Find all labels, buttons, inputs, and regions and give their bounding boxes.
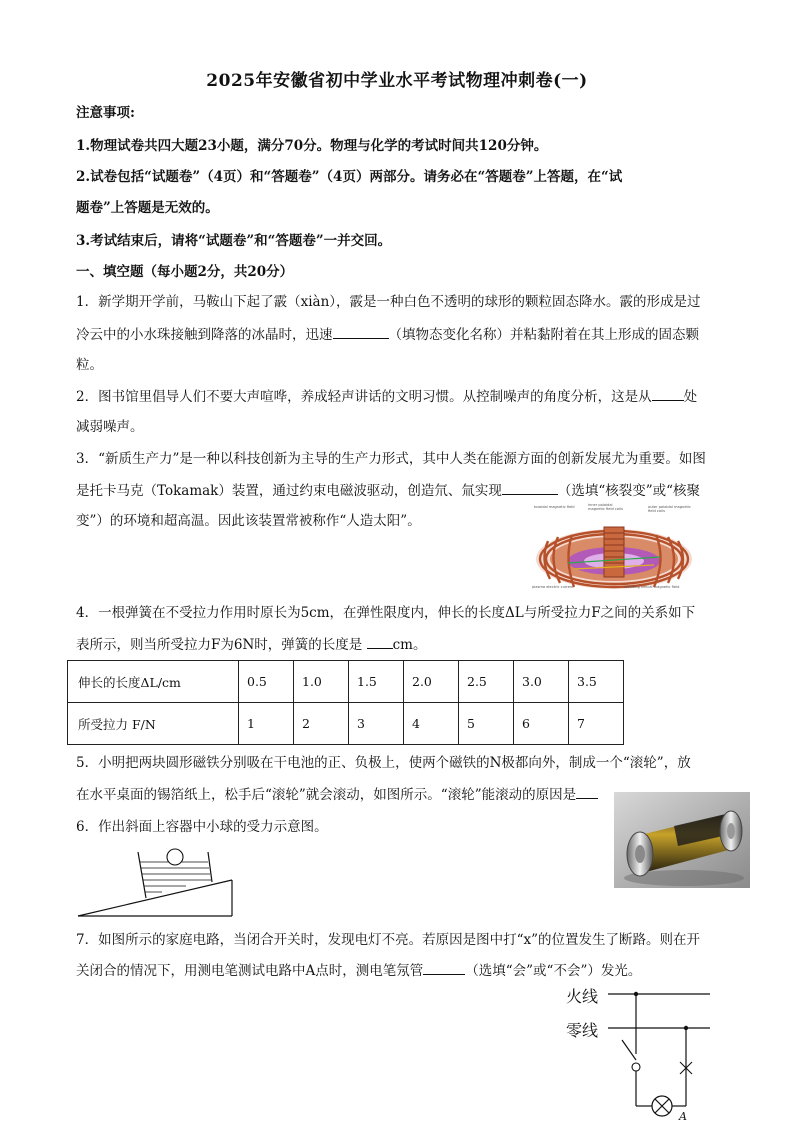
q3-text-a: 是托卡马克（Tokamak）装置，通过约束电磁波驱动，创造氘、氚实现: [76, 483, 502, 499]
tokamak-label-4: plasma electric current: [532, 585, 574, 589]
neutral-wire-label: 零线: [566, 1021, 599, 1040]
q1-line-3: 粒。: [76, 357, 103, 373]
q5-answer-blank[interactable]: [576, 784, 598, 799]
table-cell: 1: [239, 703, 294, 745]
q5-line-1: 5．小明把两块圆形磁铁分别吸在干电池的正、负极上，使两个磁铁的N极都向外，制成一个“滚轮”，放: [76, 755, 691, 771]
spring-data-table: [67, 660, 624, 745]
table-cell: 1.0: [294, 661, 349, 703]
q4-line-2: [76, 634, 716, 655]
q3-line-2: [76, 480, 716, 501]
q4-line-1: 4．一根弹簧在不受拉力作用时原长为5cm，在弹性限度内，伸长的长度ΔL与所受拉力F之间的关系如下: [76, 605, 696, 621]
q2-text-b: 处: [683, 389, 698, 405]
table-row: [68, 703, 624, 745]
tokamak-label-3: outer poloidal magnetic field coils: [648, 505, 691, 513]
battery-roller-image: [614, 792, 750, 888]
q1-line-1: 1．新学期开学前，马鞍山下起了霰（xiàn），霰是一种白色不透明的球形的颗粒固态降水。霰的形成是过: [76, 294, 701, 310]
table-cell: 2.0: [404, 661, 459, 703]
q1-text-a: 冷云中的小水珠接触到降落的冰晶时，迅速: [76, 327, 333, 343]
q4-text-b: cm。: [392, 637, 427, 653]
notice-item-1: 1.物理试卷共四大题23小题，满分70分。物理与化学的考试时间共120分钟。: [76, 138, 548, 154]
point-a-label: A: [679, 1110, 687, 1123]
q2-text-a: 2．图书馆里倡导人们不要大声喧哗，养成轻声讲话的文明习惯。从控制噪声的角度分析，这是从: [76, 389, 652, 405]
table-cell: 7: [569, 703, 624, 745]
q5-text: 在水平桌面的锡箔纸上，松手后“滚轮”就会滚动，如图所示。“滚轮”能滚动的原因是: [76, 787, 577, 803]
q7-line-1: 7．如图所示的家庭电路，当闭合开关时，发现电灯不亮。若原因是图中打“x”的位置发生了断路。则在开: [76, 932, 701, 948]
table-cell: 3.0: [514, 661, 569, 703]
table-cell: 2.5: [459, 661, 514, 703]
table-row-label: 伸长的长度ΔL/cm: [68, 661, 239, 703]
section-heading: 一、填空题（每小题2分，共20分）: [76, 264, 294, 280]
table-cell: 4: [404, 703, 459, 745]
table-cell: 6: [514, 703, 569, 745]
page-title: 2025年安徽省初中学业水平考试物理冲刺卷(一): [206, 71, 588, 91]
table-cell: 1.5: [349, 661, 404, 703]
q4-answer-blank[interactable]: [367, 634, 393, 649]
q7-text-b: （选填“会”或“不会”）发光。: [465, 963, 642, 979]
table-cell: 2: [294, 703, 349, 745]
q7-answer-blank[interactable]: [423, 960, 465, 975]
q1-line-2: [76, 324, 716, 345]
live-wire-label: 火线: [566, 987, 599, 1006]
q3-answer-blank[interactable]: [502, 480, 558, 495]
notice-item-2: 2.试卷包括“试题卷”（4页）和“答题卷”（4页）两部分。请务必在“答题卷”上答题，在“试: [76, 169, 623, 185]
notice-heading: 注意事项:: [76, 105, 135, 121]
q7-text-a: 关闭合的情况下，用测电笔测试电路中A点时，测电笔氖管: [76, 963, 424, 979]
q3-line-3: 变”）的环境和超高温。因此该装置常被称作“人造太阳”。: [76, 513, 421, 529]
table-row-label: 所受拉力 F/N: [68, 703, 239, 745]
table-cell: 5: [459, 703, 514, 745]
q3-text-b: （选填“核裂变”或“核聚: [557, 483, 701, 499]
table-cell: 3: [349, 703, 404, 745]
tokamak-image: [528, 501, 704, 595]
q2-line-2: 减弱噪声。: [76, 419, 144, 435]
tokamak-label-2: inner poloidal magnetic field coils: [588, 503, 623, 511]
household-circuit-diagram: [560, 982, 720, 1123]
notice-item-3: 3.考试结束后，请将“试题卷”和“答题卷”一并交回。: [76, 233, 392, 249]
tokamak-label-5: resulting helical magnetic field: [624, 585, 680, 589]
notice-item-2-cont: 题卷”上答题是无效的。: [76, 200, 219, 216]
q1-text-b: （填物态变化名称）并粘黏附着在其上形成的固态颗: [388, 327, 699, 343]
tokamak-label-1: toroidal magnetic field: [534, 505, 575, 509]
q6-line-1: 6．作出斜面上容器中小球的受力示意图。: [76, 819, 328, 835]
table-cell: 3.5: [569, 661, 624, 703]
q7-line-2: [76, 960, 716, 981]
q2-answer-blank[interactable]: [652, 386, 684, 401]
q4-text-a: 表所示，则当所受拉力F为6N时，弹簧的长度是: [76, 637, 363, 653]
q2-line-1: [76, 386, 716, 407]
q3-line-1: 3．“新质生产力”是一种以科技创新为主导的生产力形式，其中人类在能源方面的创新发展尤为重要。如图: [76, 451, 706, 467]
q1-answer-blank[interactable]: [333, 324, 389, 339]
incline-container-diagram: [76, 846, 236, 920]
table-row: [68, 661, 624, 703]
table-cell: 0.5: [239, 661, 294, 703]
